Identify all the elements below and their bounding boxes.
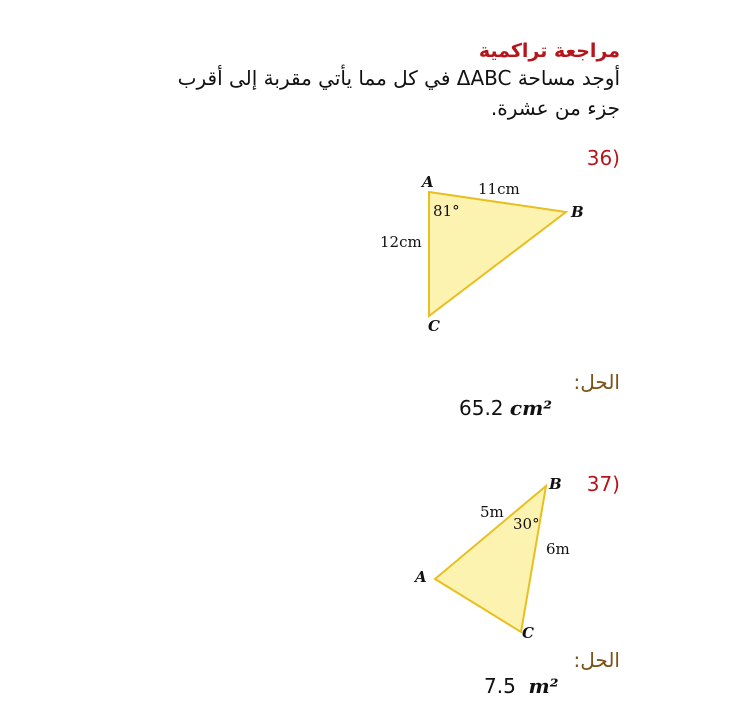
vertex-c-36: C (428, 317, 440, 335)
answer-unit-36: cm² (509, 396, 552, 420)
solution-label-37: الحل: (573, 648, 620, 672)
angle-b-37: 30° (513, 515, 540, 533)
problem-number-37: 37) (586, 472, 620, 496)
instruction-line-1: أوجد مساحة ΔABC في كل مما يأتي مقربة إلى أقرب (177, 66, 620, 90)
section-title: مراجعة تراكمية (478, 40, 620, 62)
side-ab-36: 11cm (478, 180, 520, 198)
problem-number-36: 36) (586, 146, 620, 170)
angle-a-36: 81° (433, 202, 460, 220)
vertex-b-36: B (571, 203, 584, 221)
answer-value-37: 7.5 (484, 674, 516, 698)
answer-36 (459, 396, 552, 420)
instruction-line-2: جزء من عشرة. (490, 96, 620, 120)
vertex-a-37: A (415, 568, 427, 586)
vertex-c-37: C (522, 624, 534, 642)
side-ac-36: 12cm (380, 233, 422, 251)
solution-label-36: الحل: (573, 370, 620, 394)
vertex-a-36: A (422, 173, 434, 191)
answer-value-36: 65.2 (459, 396, 504, 420)
answer-unit-37: m² (528, 674, 559, 698)
side-ab-37: 5m (480, 503, 504, 521)
answer-37 (484, 674, 558, 698)
vertex-b-37: B (549, 475, 562, 493)
side-bc-37: 6m (546, 540, 570, 558)
